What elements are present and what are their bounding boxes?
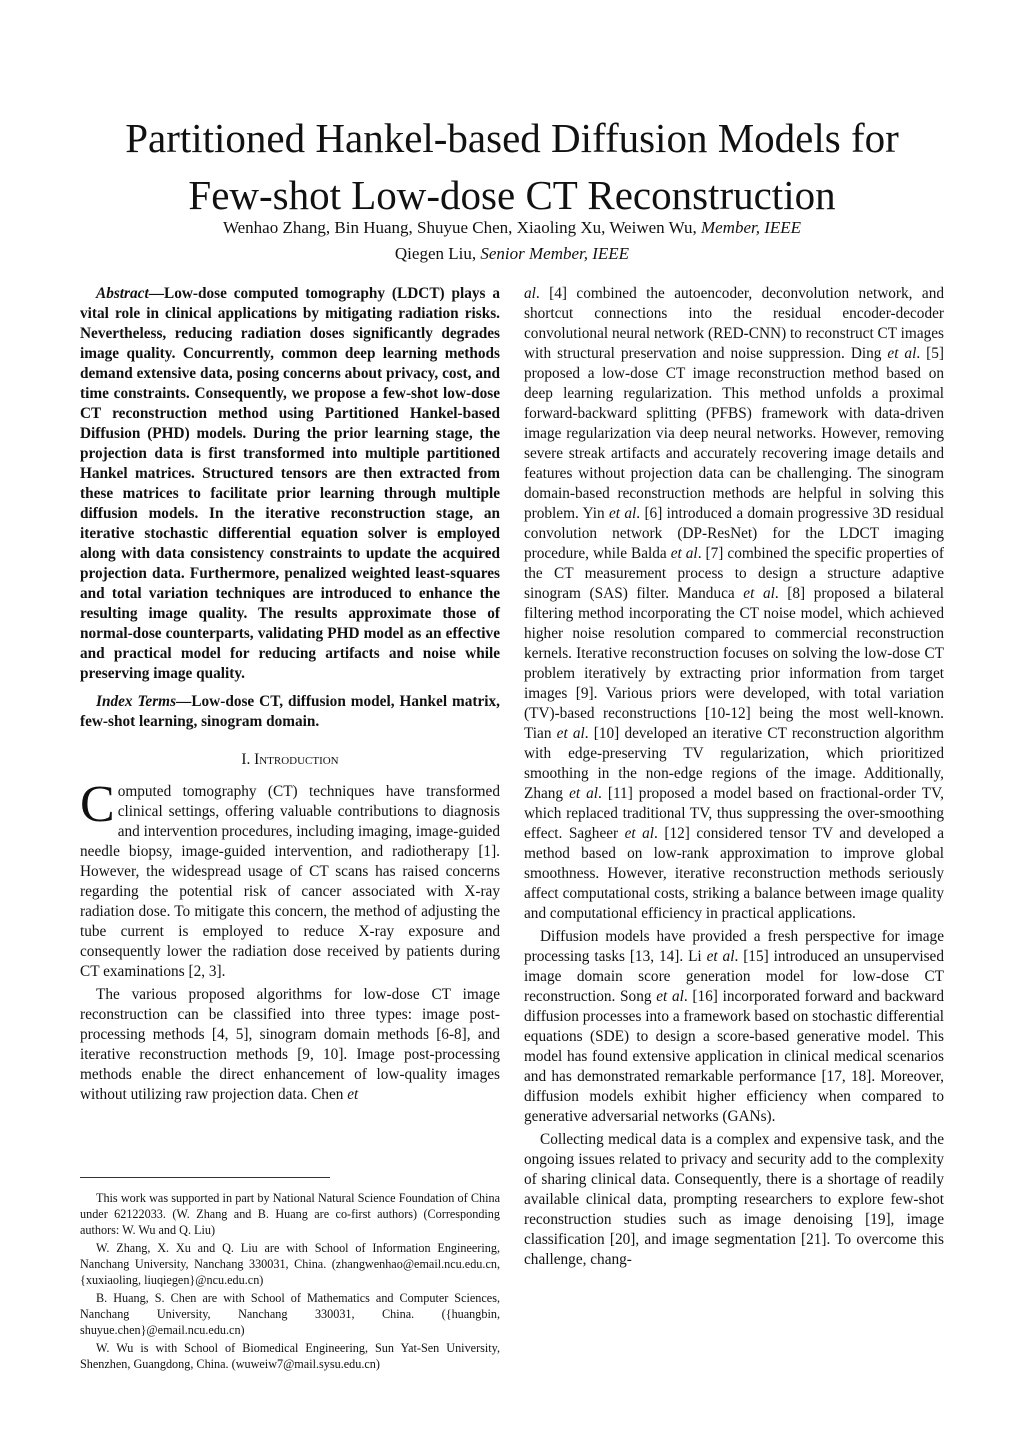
paper-title (0, 110, 1024, 224)
intro-paragraph-2-etal: et (347, 1086, 359, 1103)
abstract-text: —Low-dose computed tomography (LDCT) plays a vital role in clinical applications by mitigating radiation risks. Nevertheless, reducing radiation doses significantly degrades image quality. Concurrently, common deep learning methods demand extensive data, posing concerns about privacy, cost, and time constraints. Consequently, we propose a few-shot low-dose CT reconstruction method using Partitioned Hankel-based Diffusion (PHD) models. During the prior learning stage, the projection data is first transformed into multiple partitioned Hankel matrices. Structured tensors are then extracted from these matrices to facilitate prior learning through multiple diffusion models. In the iterative reconstruction stage, an iterative stochastic differential equation solver is employed along with data consistency constraints to update the acquired projection data. Furthermore, penalized weighted least-squares and total variation techniques are introduced to enhance the resulting image quality. The results approximate those of normal-dose counterparts, validating PHD model as an effective and practical model for reducing artifacts and noise while preserving image quality. (80, 285, 500, 682)
text-fragment: . [7] combined the specific properties of the CT measurement process to design a structure adaptive sinogram (SAS) filter. Manduca (524, 545, 944, 602)
footnote-affiliation-3: W. Wu is with School of Biomedical Engineering, Sun Yat-Sen University, Shenzhen, Guangdong, China. (wuweiw7@mail.sysu.edu.cn) (80, 1341, 500, 1371)
title-line-1: Partitioned Hankel-based Diffusion Models for (125, 115, 899, 161)
index-terms-text: —Low-dose CT, diffusion model, Hankel matrix, few-shot learning, sinogram domain. (80, 693, 501, 730)
footnote-funding: This work was supported in part by National Natural Science Foundation of China under 62122033. (W. Zhang and B. Huang are co-first authors) (Corresponding authors: W. Wu and Q. Liu) (80, 1191, 500, 1237)
intro-paragraph-1-text: omputed tomography (CT) techniques have transformed clinical settings, offering valuable contributions to diagnosis and intervention procedures, including imaging, image-guided needle biopsy, image-guided intervention, and radiotherapy [1]. However, the widespread usage of CT scans has raised concerns regarding the potential risk of cancer associated with X-ray radiation dose. To mitigate this concern, the method of adjusting the tube current is employed to reduce X-ray exposure and consequently lower the radiation dose received by patients during CT examinations [2, 3]. (80, 783, 500, 980)
authors-line-1 (0, 215, 1024, 241)
text-fragment: . [6] introduced a domain progressive 3D residual convolution network (DP-ResNet) for the LDCT imaging procedure, while Balda (524, 505, 945, 562)
authors-names-2: Qiegen Liu, (394, 244, 481, 263)
text-fragment: . [4] combined the autoencoder, deconvolution network, and shortcut connections into the residual encoder-decoder convolutional neural network (RED-CNN) to reconstruct CT images with structural preservation and noise suppression. Ding (524, 285, 944, 362)
etal-fragment: et al (706, 948, 735, 965)
left-column (80, 284, 500, 1108)
index-terms-label: Index Terms (96, 693, 177, 710)
right-paragraph-2 (524, 927, 944, 1127)
abstract (80, 284, 500, 684)
footnote-affiliation-1: W. Zhang, X. Xu and Q. Liu are with School of Information Engineering, Nanchang University, Nanchang 330031, China. (zhangwenhao@email.ncu.edu.cn, {xuxiaoling, liuqiegen}@ncu.edu.cn) (80, 1241, 500, 1287)
authors-membership-2: Senior Member, IEEE (480, 244, 630, 263)
authors-names-1: Wenhao Zhang, Bin Huang, Shuyue Chen, Xiaoling Xu, Weiwen Wu, (222, 218, 701, 237)
etal-fragment: et al (887, 345, 917, 362)
right-paragraph-3-text: Collecting medical data is a complex and expensive task, and the ongoing issues related to privacy and security add to the complexity of sharing clinical data. Consequently, there is a shortage of readily available clinical data, prompting researchers to explore few-shot reconstruction studies such as image denoising [19], image classification [20], and image segmentation [21]. To overcome this challenge, chang- (524, 1131, 944, 1268)
title-line-2: Few-shot Low-dose CT Reconstruction (188, 172, 836, 218)
abstract-label: Abstract (96, 285, 149, 302)
text-fragment: . [15] introduced an unsupervised image domain score generation model for low-dose CT reconstruction. Song (524, 948, 944, 1005)
section-number: I. (241, 751, 255, 768)
etal-fragment: et al (569, 785, 599, 802)
etal-fragment: et al (609, 505, 637, 522)
text-fragment: Diffusion models have provided a fresh perspective for image processing tasks [13, 14]. Li (524, 928, 944, 965)
text-fragment: . [12] considered tensor TV and developed a method based on low-rank approximation to improve global smoothness. However, iterative reconstruction methods seriously affect computational costs, striking a balance between image quality and computational efficiency in practical applications. (524, 825, 945, 922)
drop-cap: C (80, 776, 115, 833)
text-fragment: . [8] proposed a bilateral filtering method incorporating the CT noise model, which achieved higher noise resolution compared to commercial reconstruction kernels. Iterative reconstruction focuses on solving the low-dose CT problem iteratively by extracting prior information from target images [9]. Various priors were developed, with total variation (TV)-based reconstructions [10-12] being the most well-known. Tian (524, 585, 944, 742)
etal-fragment: et al (743, 585, 775, 602)
right-column (524, 284, 944, 1273)
text-fragment: . [11] proposed a model based on fractional-order TV, which replaced traditional TV, thus suppressing the over-smoothing effect. Sagheer (524, 785, 944, 842)
etal-fragment: et al (556, 725, 585, 742)
text-fragment: . [5] proposed a low-dose CT image reconstruction method based on deep learning regularization. This method unfolds a proximal forward-backward splitting (PFBS) framework with data-driven image regularization via deep neural networks. However, removing severe streak artifacts and accurately recovering image details and features without projection data can be challenging. The sinogram domain-based reconstruction methods are helpful in solving this problem. Yin (524, 345, 944, 522)
etal-fragment: al (524, 285, 536, 302)
footnote-affiliation-2: B. Huang, S. Chen are with School of Mathematics and Computer Sciences, Nanchang University, Nanchang 330031, China. ({huangbin, shuyue.chen}@email.ncu.edu.cn) (80, 1291, 500, 1337)
section-title: Introduction (254, 751, 339, 768)
etal-fragment: et al (624, 825, 655, 842)
intro-paragraph-2-text: The various proposed algorithms for low-dose CT image reconstruction can be classified into three types: image post-processing methods [4, 5], sinogram domain methods [6-8], and iterative reconstruction methods [9, 10]. Image post-processing methods enable the direct enhancement of low-quality images without utilizing raw projection data. Chen (80, 986, 500, 1103)
text-fragment: . [16] incorporated forward and backward diffusion processes into a framework based on stochastic differential equations (SDE) to design a score-based generative model. This model has found extensive application in clinical medical scenarios and has demonstrated remarkable performance [17, 18]. Moreover, diffusion models exhibit higher efficiency when compared to generative adversarial networks (GANs). (524, 988, 945, 1125)
intro-paragraph-2 (80, 985, 500, 1105)
text-fragment: . [10] developed an iterative CT reconstruction algorithm with edge-preserving TV regularization, which prioritized smoothing in the non-edge regions of the image. Additionally, Zhang (524, 725, 944, 802)
index-terms (80, 692, 500, 732)
section-heading (80, 750, 500, 770)
etal-fragment: et al (656, 988, 684, 1005)
authors-membership-1: Member, IEEE (700, 218, 802, 237)
right-paragraph-3 (524, 1130, 944, 1270)
authors-line-2 (0, 241, 1024, 267)
right-paragraph-1 (524, 284, 944, 924)
intro-paragraph-1 (80, 776, 500, 982)
etal-fragment: et al (670, 545, 698, 562)
footnotes (80, 1177, 500, 1374)
author-list (0, 215, 1024, 267)
